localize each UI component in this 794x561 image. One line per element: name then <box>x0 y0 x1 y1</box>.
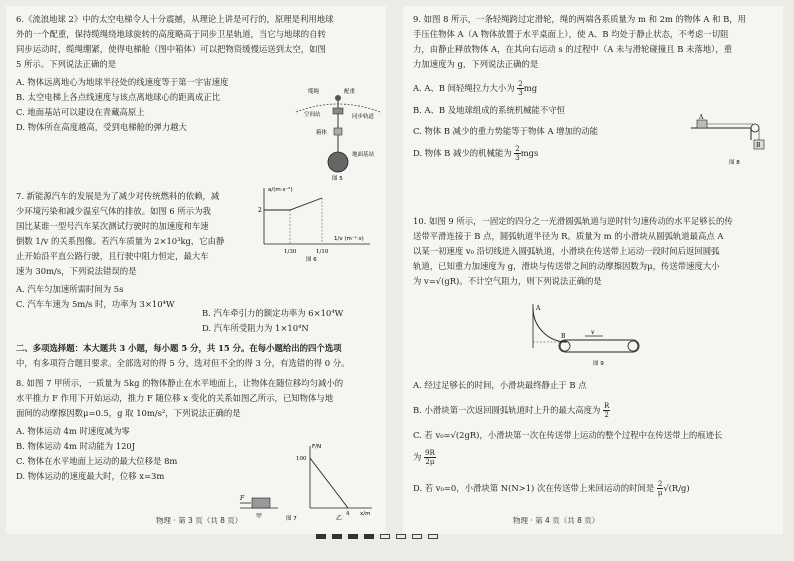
option-c: C. 汽车车速为 5m/s 时，功率为 3×10⁴W <box>16 299 175 309</box>
label-cabin: 箱体 <box>316 130 328 136</box>
figure-caption: 图 6 <box>306 257 317 263</box>
option-text: A. A、B 间轻绳拉力大小为 <box>413 83 518 93</box>
conveyor-diagram <box>523 298 643 368</box>
label-b: B <box>561 333 566 340</box>
question-line: 7. 新能源汽车的发展是为了减少对传统燃料的依赖，减 <box>16 191 220 201</box>
option-c: C. 物体 B 减少的重力势能等于物体 A 增加的动能 <box>413 126 599 136</box>
option-c: C. 物体在水平地面上运动的最大位移是 8m <box>16 456 178 466</box>
figure-caption: 图 8 <box>729 160 740 166</box>
x-axis-label: 1/v (m⁻¹·s) <box>334 236 364 242</box>
option-suffix: √(R/g) <box>663 483 690 493</box>
figure-7-force-diagram <box>238 438 380 522</box>
y-tick: 2 <box>258 207 262 214</box>
question-line: 速为 30m/s，下列说法错误的是 <box>16 266 137 276</box>
question-line: 力加速度为 g，下列说法正确的是 <box>413 59 539 69</box>
y-tick: 100 <box>296 456 307 462</box>
option-c: C. 地面基站可以建设在青藏高原上 <box>16 107 145 117</box>
denominator: 2μ <box>425 458 435 466</box>
option-a: A. 物体运动 4m 时速度减为零 <box>16 426 130 436</box>
figure-9-conveyor <box>523 298 643 368</box>
question-line: 力，由静止释放物体 A，在其向右运动 s 的过程中（A 未与滑轮碰撞且 B 未落地），重 <box>413 44 733 54</box>
page-footer: 物理 · 第 4 页（共 8 页） <box>513 516 600 525</box>
question-line: 以某一初速度 v₀ 沿切线进入圆弧轨道，小滑块在传送带上运动一段时间后返回圆弧 <box>413 246 720 256</box>
option-text: D. 物体 B 减少的机械能为 <box>413 148 515 158</box>
question-line: 倒数 1/v 的关系图像。若汽车质量为 2×10³kg，它由静 <box>16 236 225 246</box>
question-line: 少环境污染和减少温室气体的排放。如图 6 所示为我 <box>16 206 211 216</box>
label-station: 空间站 <box>304 112 321 118</box>
numerator: 2 <box>657 480 663 488</box>
numerator: R <box>604 402 610 410</box>
exam-page-left <box>6 6 386 534</box>
question-line: 手压住物体 A（A 物体放置于水平桌面上），使 A、B 均处于静止状态，不考虑一切阻 <box>413 29 729 39</box>
figure-caption: 图 9 <box>593 361 604 367</box>
y-axis-label: F/N <box>312 444 322 450</box>
figure-5-space-elevator <box>292 84 384 182</box>
figure-caption: 图 5 <box>332 176 343 182</box>
question-7-option-b <box>202 306 343 336</box>
label-v: v <box>591 329 595 336</box>
fraction <box>603 402 610 419</box>
page-marks <box>316 534 438 539</box>
question-line: 为 v=√(gR)。不计空气阻力，则下列说法正确的是 <box>413 276 602 286</box>
mark <box>348 534 358 539</box>
force-diagram <box>238 438 380 522</box>
question-line: 外的一个配重，保持缆绳绕地球旋转的高度略高于同步卫星轨道，当它与地球的自转 <box>16 29 326 39</box>
mark <box>380 534 390 539</box>
option-b: B. 汽车牵引力的额定功率为 6×10⁴W <box>202 308 344 318</box>
option-d: D. 物体所在高度越高，受到电梯舱的弹力越大 <box>16 122 187 132</box>
mark <box>332 534 342 539</box>
space-elevator-diagram <box>292 84 384 182</box>
denominator: μ <box>657 489 663 497</box>
denominator: 3 <box>518 89 523 97</box>
option-d: D. 汽车所受阻力为 1×10⁴N <box>202 323 309 333</box>
question-line: 水平推力 F 作用下开始运动，推力 F 随位移 x 变化的关系如图乙所示，已知物体与地 <box>16 393 334 403</box>
x-tick-1: 1/30 <box>284 249 297 255</box>
label-sync-orbit: 同步轨道 <box>352 114 375 120</box>
question-line: 6.《流浪地球 2》中的太空电梯令人十分震撼，从理论上讲是可行的，原理是利用地球 <box>16 14 334 24</box>
option-d: D. 物体运动的速度最大时，位移 x=3m <box>16 471 165 481</box>
denominator: 3 <box>515 154 520 162</box>
acceleration-graph <box>250 184 380 262</box>
label-counterweight: 配重 <box>344 89 356 95</box>
question-line: 送带平滑连接于 B 点，圆弧轨道半径为 R。质量为 m 的小滑块从圆弧轨道最高点 A <box>413 231 724 241</box>
numerator: 2 <box>515 145 520 153</box>
exam-page-right <box>403 6 783 534</box>
option-text: B. 小滑块第一次返回圆弧轨道时上升的最大高度为 <box>413 405 604 415</box>
question-line: 面间的动摩擦因数μ=0.5，g 取 10m/s²，下列说法正确的是 <box>16 408 241 418</box>
option-a: A. 经过足够长的时间，小滑块最终静止于 B 点 <box>413 380 587 390</box>
question-line: 国比某谁一型号汽车某次测试行驶时的加速度和车速 <box>16 221 209 231</box>
option-a: A. 汽车匀加速所需时间为 5s <box>16 284 124 294</box>
page-footer: 物理 · 第 3 页（共 8 页） <box>156 516 243 525</box>
option-b: B. 太空电梯上各点线速度与该点离地球心的距离成正比 <box>16 92 221 102</box>
option-c: C. 若 v₀=√(2gR)，小滑块第一次在传送带上运动的整个过程中在传送带上的痕迹长 <box>413 430 723 440</box>
force-label: F <box>240 495 245 502</box>
label-yi: 乙 <box>336 515 343 522</box>
question-line: 9. 如图 8 所示，一条轻绳跨过定滑轮，绳的两端各系质量为 m 和 2m 的物体 A 和 B，用 <box>413 14 746 24</box>
mark <box>396 534 406 539</box>
question-line: 止开始沿平直公路行驶，且行驶中阻力恒定，最大车 <box>16 251 209 261</box>
question-line: 5 所示。下列说法正确的是 <box>16 59 117 69</box>
question-line: 10. 如图 9 所示，一固定的四分之一光滑圆弧轨道与逆时针匀速传动的水平足够长的传 <box>413 216 733 226</box>
label-jia: 甲 <box>256 513 263 520</box>
label-ground-base: 地面基站 <box>352 152 375 158</box>
figure-6-acceleration-graph <box>250 184 380 262</box>
fraction <box>424 449 436 466</box>
mark <box>412 534 422 539</box>
option-c-continued <box>413 449 722 466</box>
denominator: 2 <box>604 411 609 419</box>
x-tick: 4 <box>346 511 350 517</box>
option-suffix: mg <box>523 83 538 93</box>
section-2-header <box>16 341 349 371</box>
option-b: B. A、B 及地球组成的系统机械能不守恒 <box>413 105 565 115</box>
figure-8-pulley <box>689 110 773 170</box>
option-b <box>413 402 722 419</box>
x-tick-2: 1/10 <box>316 249 329 255</box>
question-line: 8. 如图 7 甲所示，一质量为 5kg 的物体静止在水平地面上，让物体在随位移均匀减小的 <box>16 378 344 388</box>
question-10 <box>413 214 733 289</box>
label-cable: 缆绳 <box>308 89 320 95</box>
mark <box>428 534 438 539</box>
question-10-options <box>413 378 722 497</box>
label-a: A <box>536 305 541 312</box>
option-text: D. 若 v₀=0，小滑块第 N(N>1) 次在传送带上来回运动的时间是 <box>413 483 657 493</box>
option-a <box>413 80 746 97</box>
question-line: 轨道，已知重力加速度为 g，滑块与传送带之间的动摩擦因数为μ，传送带速度大小 <box>413 261 720 271</box>
question-6 <box>16 12 333 135</box>
numerator: 2 <box>518 80 523 88</box>
question-7 <box>16 189 224 312</box>
x-axis-label: x/m <box>360 511 371 517</box>
mark <box>316 534 326 539</box>
y-axis-label: a/(m·s⁻²) <box>268 187 293 193</box>
option-suffix: mgs <box>520 148 539 158</box>
option-a: A. 物体远离地心为地球半径处的线速度等于第一宇宙速度 <box>16 77 229 87</box>
figure-caption: 图 7 <box>286 516 297 522</box>
pulley-diagram <box>689 110 773 170</box>
numerator: 9R <box>425 449 435 457</box>
label-a: A <box>699 114 704 121</box>
section-line: 二、多项选择题：本大题共 3 小题，每小题 5 分，共 15 分。在每小题给出的四个选项 <box>16 343 342 353</box>
option-text: 为 <box>413 452 425 462</box>
question-line: 同步运动时，缆绳绷紧，使得电梯舱（图中箱体）可以把物资缓慢运送到太空，如图 <box>16 44 326 54</box>
label-b: B <box>756 142 761 149</box>
option-b: B. 物体运动 4m 时动能为 120J <box>16 441 136 451</box>
section-line: 中，有多项符合题目要求。全部选对的得 5 分，选对但不全的得 3 分，有选错的得 0 分。 <box>16 358 350 368</box>
mark <box>364 534 374 539</box>
option-d <box>413 480 722 497</box>
